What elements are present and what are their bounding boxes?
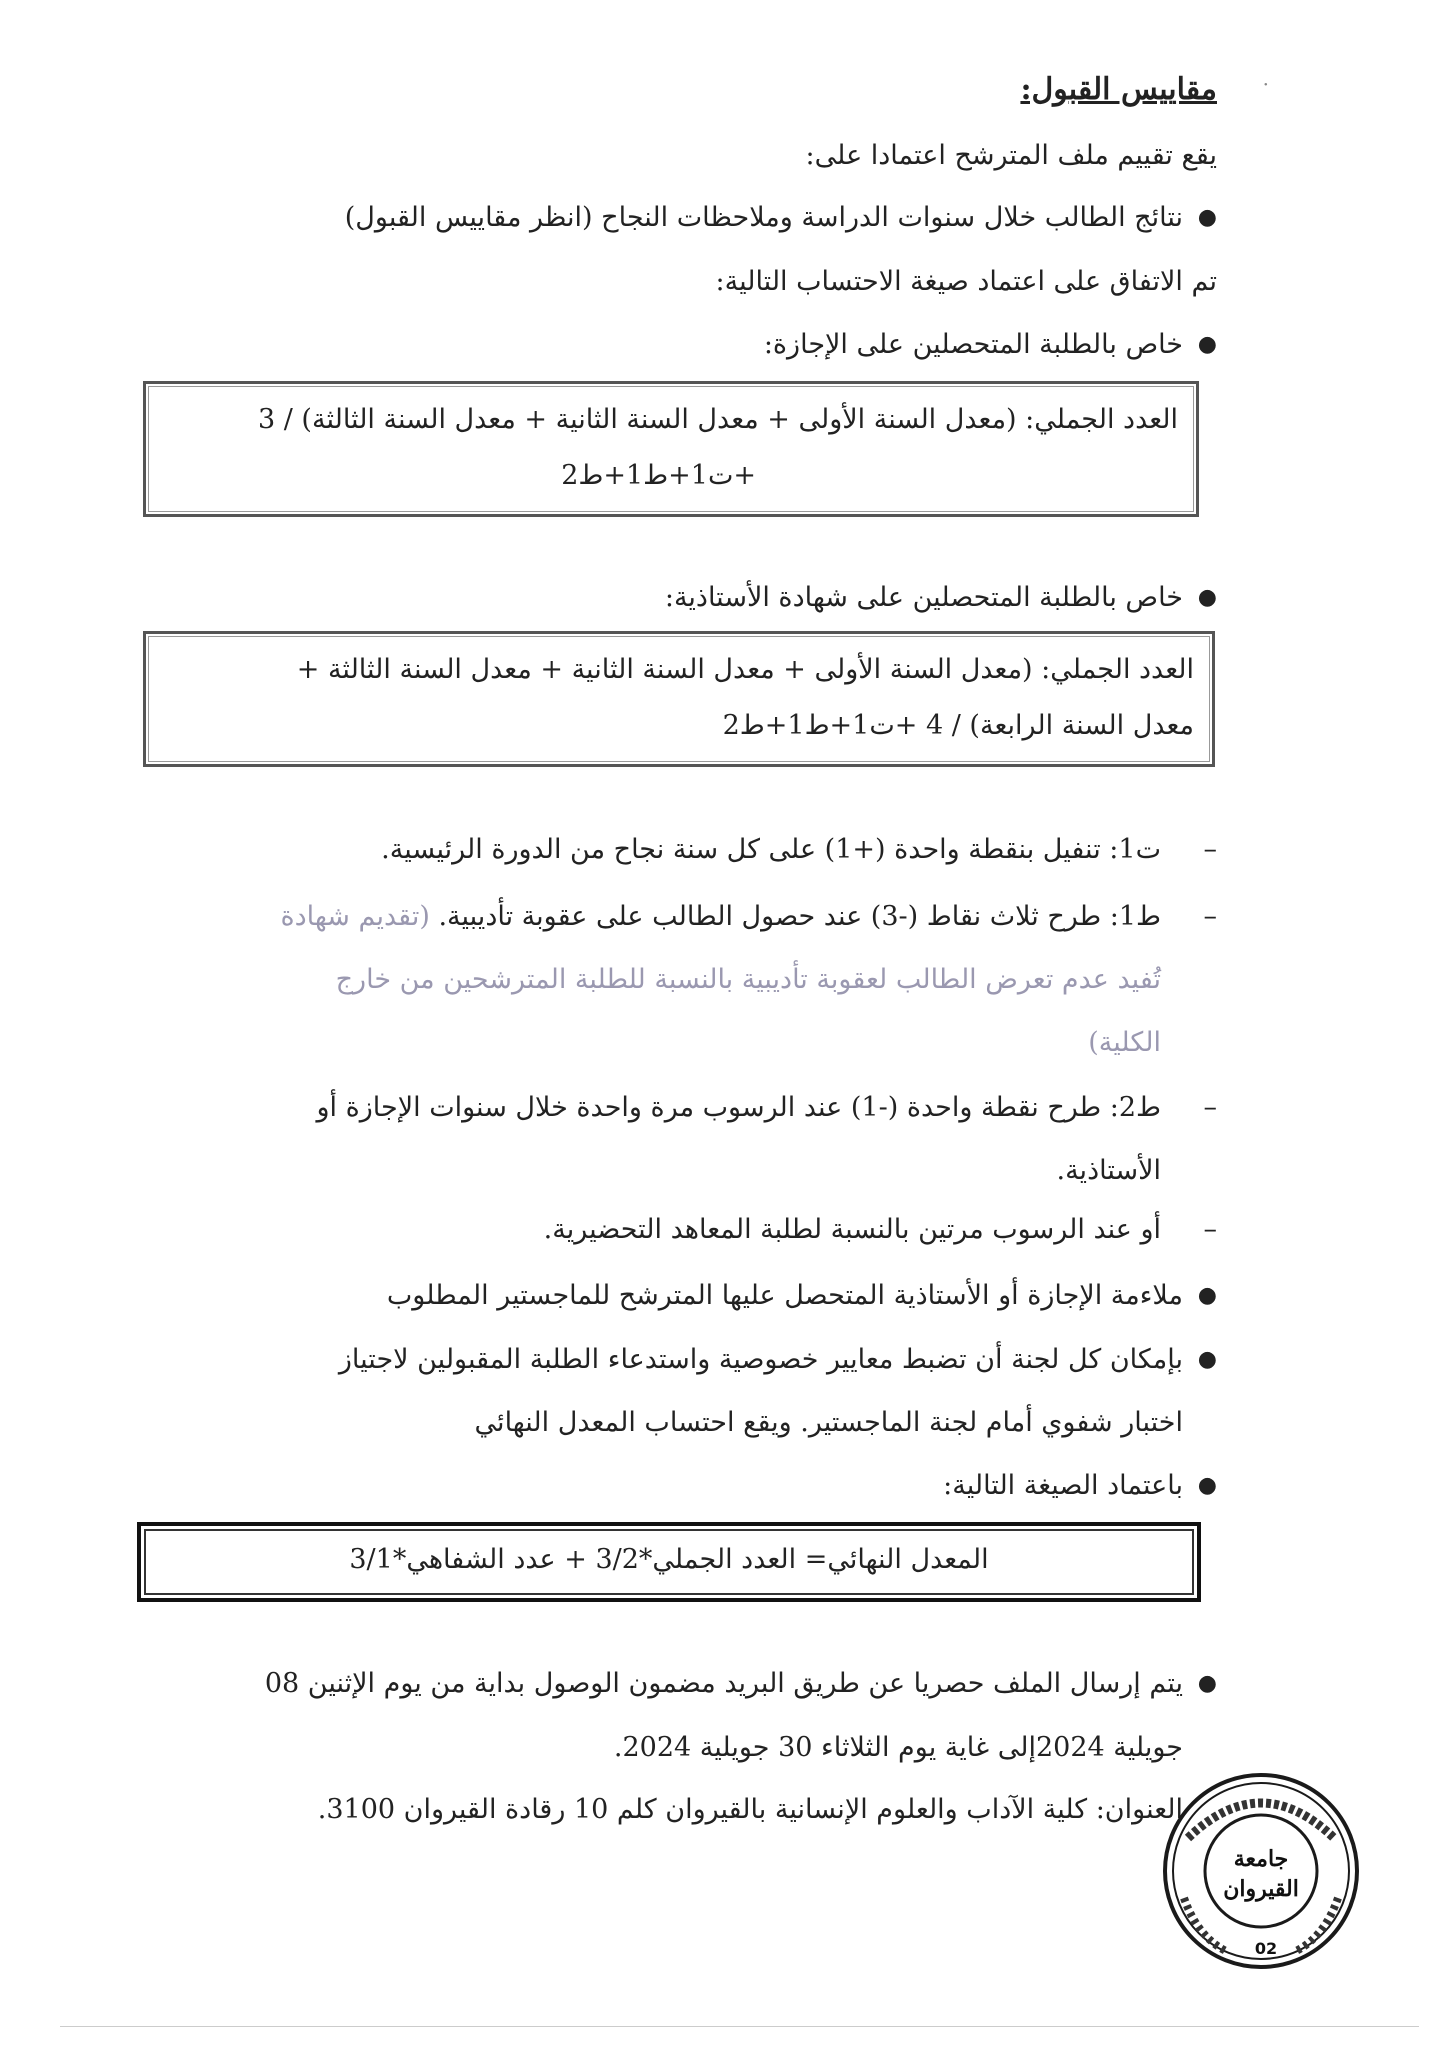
committee-continuation: اختبار شفوي أمام لجنة الماجستير. ويقع احتساب المعدل النهائي (474, 1407, 1183, 1438)
seal-graphic (1158, 1768, 1364, 1974)
bullet-maitrise (665, 578, 1217, 618)
bullet-icon: ● (1197, 1671, 1217, 1696)
dash-marker: – (1203, 1092, 1217, 1123)
dash-marker: – (1203, 834, 1217, 865)
formula-line-1: العدد الجملي: (معدل السنة الأولى + معدل السنة الثانية + معدل السنة الثالثة + (296, 654, 1194, 685)
dash-marker: – (1203, 1214, 1217, 1245)
intro-text: يقع تقييم ملف المترشح اعتمادا على: (805, 140, 1217, 171)
formula-line-2: معدل السنة الرابعة) / 4 +ت1+ط1+ط2 (722, 710, 1194, 741)
final-formula: المعدل النهائي= العدد الجملي*3/2 + عدد الشفاهي*3/1 (349, 1544, 989, 1575)
speck: · (1262, 72, 1269, 96)
bullet-text: ملاءمة الإجازة أو الأستاذية المتحصل عليها المترشح للماجستير المطلوب (386, 1280, 1183, 1311)
bullet-icon: ● (1197, 1283, 1217, 1308)
page-bottom-rule (60, 2026, 1419, 2027)
bullet-text: خاص بالطلبة المتحصلين على الإجازة: (763, 329, 1183, 360)
bullet-committee (339, 1340, 1217, 1380)
note-text: ت1: تنفيل بنقطة واحدة (+1) على كل سنة نجاح من الدورة الرئيسية. (381, 834, 1161, 865)
university-seal (1158, 1768, 1364, 1974)
bullet-licence (764, 325, 1217, 365)
note-tt2 (316, 1088, 1217, 1128)
seal-line-2: القيروان (1223, 1876, 1299, 1902)
bullet-text: نتائج الطالب خلال سنوات الدراسة وملاحظات النجاح (انظر مقاييس القبول) (344, 202, 1183, 233)
bullet-match (387, 1276, 1217, 1316)
bullet-text: خاص بالطلبة المتحصلين على شهادة الأستاذية: (664, 582, 1183, 613)
note-text: أو عند الرسوب مرتين بالنسبة لطلبة المعاهد التحضيرية. (543, 1214, 1161, 1245)
bullet-text: يتم إرسال الملف حصريا عن طريق البريد مضمون الوصول بداية من يوم الإثنين 08 (264, 1668, 1183, 1699)
bullet-adopt (943, 1466, 1217, 1506)
note-gray-continuation: تُفيد عدم تعرض الطالب لعقوبة تأديبية بالنسبة للطلبة المترشحين من خارج (335, 964, 1161, 995)
bullet-icon: ● (1197, 1347, 1217, 1372)
bullet-icon: ● (1197, 585, 1217, 610)
note-or (544, 1210, 1217, 1250)
bullet-text: باعتماد الصيغة التالية: (943, 1470, 1183, 1501)
address-text: العنوان: كلية الآداب والعلوم الإنسانية بالقيروان كلم 10 رقادة القيروان 3100. (317, 1794, 1183, 1825)
bullet-results (345, 198, 1217, 238)
maitrise-formula-box (143, 631, 1215, 767)
note-continuation: الأستاذية. (1056, 1155, 1161, 1186)
bullet-text: بإمكان كل لجنة أن تضبط معايير خصوصية واستدعاء الطلبة المقبولين لاجتياز (338, 1344, 1183, 1375)
formula-line-1: العدد الجملي: (معدل السنة الأولى + معدل السنة الثانية + معدل السنة الثالثة) / 3 (257, 404, 1178, 435)
agreement-text: تم الاتفاق على اعتماد صيغة الاحتساب التالية: (715, 266, 1217, 297)
seal-line-1: جامعة (1233, 1846, 1289, 1872)
bullet-icon: ● (1197, 332, 1217, 357)
note-text: ط2: طرح نقطة واحدة (-1) عند الرسوب مرة واحدة خلال سنوات الإجازة أو (316, 1092, 1161, 1123)
bullet-submission (265, 1664, 1217, 1704)
formula-line-2: +ت1+ط1+ط2 (561, 460, 756, 491)
final-formula-box (137, 1522, 1201, 1602)
section-heading: مقاييس القبول: (1020, 72, 1217, 107)
note-t1 (381, 830, 1217, 870)
bullet-icon: ● (1197, 1473, 1217, 1498)
note-tt1 (280, 897, 1217, 937)
note-gray-continuation: الكلية) (1088, 1027, 1161, 1058)
note-text: ط1: طرح ثلاث نقاط (-3) عند حصول الطالب على عقوبة تأديبية. (429, 901, 1161, 932)
licence-formula-box (143, 381, 1199, 517)
submission-continuation: جويلية 2024إلى غاية يوم الثلاثاء 30 جويلية 2024. (613, 1732, 1183, 1763)
note-gray-text: (تقديم شهادة (280, 901, 430, 932)
seal-number: 02 (1254, 1939, 1278, 1958)
dash-marker: – (1203, 901, 1217, 932)
bullet-icon: ● (1197, 205, 1217, 230)
